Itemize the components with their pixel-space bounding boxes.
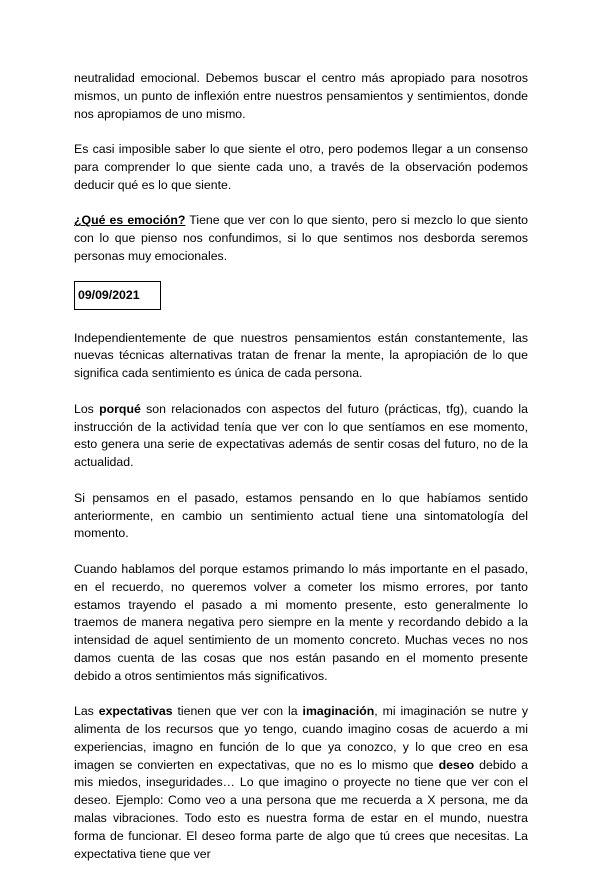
- paragraph-text: neutralidad emocional. Debemos buscar el centro más apropiado para nosotros mismos, un punto de inflexión entre nuestros pensamientos y sentimientos, donde nos apropiamos de uno mismo.: [74, 71, 528, 121]
- bold-term-porque: porqué: [99, 401, 141, 416]
- date-box: [74, 281, 161, 310]
- paragraph-text: Los: [74, 401, 100, 416]
- paragraph-text: son relacionados con aspectos del futuro (prácticas, tfg), cuando la instrucción de la actividad tenía que ver con lo que sentíamos en ese momento, esto genera una serie de expectativas además de sentir cosas del futuro, no de la actualidad.: [74, 401, 528, 470]
- paragraph-recuerdo: [74, 561, 528, 686]
- paragraph-text: tienen que ver con la: [172, 704, 303, 719]
- document-body: [74, 70, 528, 881]
- paragraph-porque: [74, 401, 528, 472]
- bold-term-imaginacion: imaginación: [302, 704, 375, 719]
- paragraph-text: Es casi imposible saber lo que siente el otro, pero podemos llegar a un consenso para comprender lo que siente cada uno, a través de la observación podemos deducir qué es lo que siente.: [74, 142, 528, 192]
- paragraph-text: debido a mis miedos, inseguridades… Lo que imagino o proyecte no tiene que ver con el deseo. Ejemplo: Como veo a una persona que me recuerda a X persona, me da malas vibraciones. Todo esto es nuestra forma de estar en el mundo, nuestra forma de funcionar. El deseo forma parte de algo que tú crees que necesitas. La expectativa tiene que ver: [74, 757, 528, 861]
- question-heading: ¿Qué es emoción?: [74, 213, 186, 228]
- paragraph-text: Cuando hablamos del porque estamos primando lo más importante en el pasado, en el recuerdo, no queremos volver a cometer los mismo errores, por tanto estamos trayendo el pasado a mi momento presente, esto generalmente lo traemos de manera negativa pero siempre en la mente y recordando debido a la intensidad de aquel sentimiento de un momento concreto. Muchas veces no nos damos cuenta de las cosas que nos están pasando en el momento presente debido a otros sentimientos más significativos.: [74, 561, 528, 683]
- paragraph-independientemente: [74, 330, 528, 383]
- paragraph-text: Independientemente de que nuestros pensamientos están constantemente, las nuevas técnicas alternativas tratan de frenar la mente, la apropiación de lo que significa cada sentimiento es única de cada persona.: [74, 330, 528, 381]
- bold-term-expectativas: expectativas: [98, 704, 173, 719]
- date-label: 09/09/2021: [78, 287, 140, 302]
- paragraph-text: , mi imaginación se nutre y alimenta de los recursos que yo tengo, cuando imagino cosas de acuerdo a mi experiencias, imagno en función de lo que ya conozco, y lo que creo en esa imagen se convierten en expectativas, que no es lo mismo que: [74, 704, 528, 772]
- paragraph-neutralidad: [74, 70, 528, 123]
- bold-term-deseo: deseo: [438, 757, 475, 772]
- paragraph-que-es-emocion: [74, 212, 528, 265]
- paragraph-text: Las: [74, 704, 99, 719]
- paragraph-text: Tiene que ver con lo que siento, pero si mezclo lo que siento con lo que pienso nos confundimos, si lo que sentimos nos desborda seremos personas muy emocionales.: [74, 213, 528, 263]
- paragraph-consenso: [74, 141, 528, 194]
- paragraph-text: Si pensamos en el pasado, estamos pensando en lo que habíamos sentido anteriormente, en cambio un sentimiento actual tiene una sintomatología del momento.: [74, 490, 528, 541]
- paragraph-pasado: [74, 490, 528, 543]
- paragraph-expectativas: [74, 703, 528, 863]
